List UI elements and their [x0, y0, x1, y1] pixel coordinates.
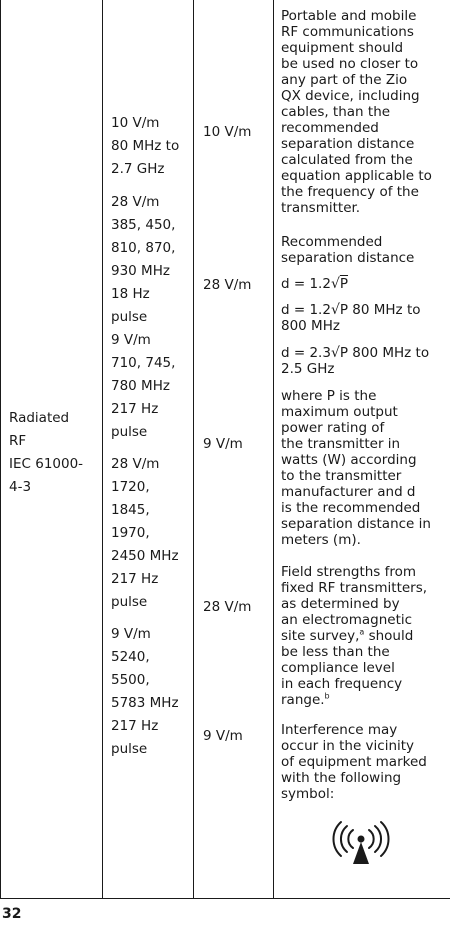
cell-line: 780 MHz: [111, 378, 170, 394]
cell-line: in each frequency: [281, 676, 403, 692]
cell-line: 1970,: [111, 525, 150, 541]
column-divider: [193, 0, 194, 898]
cell-line: separation distance: [281, 250, 415, 266]
cell-line: should: [364, 628, 414, 644]
cell-line: 28 V/m: [111, 194, 160, 210]
cell-line: with the following: [281, 770, 402, 786]
cell-line: pulse: [111, 594, 148, 610]
cell-line: calculated from the: [281, 152, 413, 168]
equation-2: [281, 302, 421, 334]
cell-line: as determined by: [281, 596, 400, 612]
cell-line: 2450 MHz: [111, 548, 179, 564]
page-number: 32: [2, 906, 22, 922]
test-level-group-3: [111, 453, 179, 614]
cell-line: 385, 450,: [111, 217, 176, 233]
cell-line: Interference may: [281, 722, 398, 738]
guidance-paragraph-5: [281, 722, 427, 802]
compliance-level: 28 V/m: [203, 599, 252, 615]
footnote-marker: b: [324, 691, 330, 701]
cell-line: 5240,: [111, 649, 150, 665]
cell-line: range.: [281, 692, 325, 708]
cell-line: Portable and mobile: [281, 8, 417, 24]
cell-line: 217 Hz: [111, 718, 159, 734]
sqrt-symbol: √: [330, 345, 340, 361]
cell-line: 28 V/m: [111, 456, 160, 472]
cell-line: any part of the Zio: [281, 72, 408, 88]
footnote-marker: a: [359, 627, 365, 637]
cell-line: transmitter.: [281, 200, 361, 216]
cell-line: separation distance in: [281, 516, 431, 532]
cell-line: IEC 61000-: [9, 456, 84, 472]
cell-line: pulse: [111, 424, 148, 440]
equation-text: P: [339, 276, 349, 292]
cell-line: 80 MHz to: [111, 138, 180, 154]
cell-line: 9 V/m: [111, 332, 151, 348]
sqrt-symbol: √: [330, 276, 340, 292]
test-level-group-4: [111, 623, 179, 761]
equation-text: P 80 MHz to: [339, 302, 421, 318]
guidance-paragraph-3: [281, 388, 431, 548]
equation-text: 2.5 GHz: [281, 361, 335, 377]
cell-line: 1720,: [111, 479, 150, 495]
equation-3: [281, 345, 429, 377]
cell-line: be less than the: [281, 644, 390, 660]
cell-line: 9 V/m: [111, 626, 151, 642]
cell-line: be used no closer to: [281, 56, 419, 72]
cell-line: QX device, including: [281, 88, 420, 104]
cell-line: to the transmitter: [281, 468, 402, 484]
test-level-group-1: [111, 112, 179, 181]
cell-line: maximum output: [281, 404, 398, 420]
cell-line: Radiated: [9, 410, 70, 426]
cell-line: RF communications: [281, 24, 414, 40]
equation-text: 800 MHz: [281, 318, 340, 334]
column-divider: [102, 0, 103, 898]
cell-line: 5783 MHz: [111, 695, 179, 711]
cell-line: 810, 870,: [111, 240, 176, 256]
cell-line: separation distance: [281, 136, 415, 152]
equation-text: d = 1.2: [281, 276, 331, 292]
cell-line: manufacturer and d: [281, 484, 416, 500]
cell-line: where P is the: [281, 388, 377, 404]
cell-line: RF: [9, 433, 27, 449]
cell-line: 217 Hz: [111, 571, 159, 587]
cell-line: 10 V/m: [111, 115, 160, 131]
cell-line: 4-3: [9, 479, 32, 495]
cell-line: symbol:: [281, 786, 335, 802]
cell-line: compliance level: [281, 660, 395, 676]
test-level-group-2: [111, 191, 175, 444]
cell-line: Field strengths from: [281, 564, 417, 580]
cell-line: is the recommended: [281, 500, 421, 516]
equation-text: d = 2.3: [281, 345, 331, 361]
test-phenomenon-cell: [9, 407, 83, 499]
cell-line: recommended: [281, 120, 379, 136]
cell-line: Recommended: [281, 234, 383, 250]
cell-line: cables, than the: [281, 104, 391, 120]
cell-line: 5500,: [111, 672, 150, 688]
cell-line: equipment should: [281, 40, 404, 56]
cell-line: fixed RF transmitters,: [281, 580, 428, 596]
equation-1: [281, 276, 348, 292]
cell-line: 930 MHz: [111, 263, 170, 279]
equation-text: P 800 MHz to: [339, 345, 430, 361]
cell-line: 710, 745,: [111, 355, 176, 371]
cell-line: pulse: [111, 741, 148, 757]
cell-line: occur in the vicinity: [281, 738, 415, 754]
cell-line: pulse: [111, 309, 148, 325]
compliance-level: 9 V/m: [203, 436, 243, 452]
cell-line: meters (m).: [281, 532, 361, 548]
cell-line: 217 Hz: [111, 401, 159, 417]
cell-line: 18 Hz: [111, 286, 150, 302]
compliance-level: 10 V/m: [203, 124, 252, 140]
compliance-level: 9 V/m: [203, 728, 243, 744]
cell-line: the frequency of the: [281, 184, 419, 200]
cell-line: watts (W) according: [281, 452, 417, 468]
equation-text: d = 1.2: [281, 302, 331, 318]
cell-line: an electromagnetic: [281, 612, 413, 628]
cell-line: power rating of: [281, 420, 385, 436]
guidance-paragraph-1: [281, 8, 432, 216]
cell-line: of equipment marked: [281, 754, 427, 770]
non-ionizing-radiation-icon: [331, 818, 391, 870]
cell-line: site survey,: [281, 628, 360, 644]
guidance-paragraph-4: [281, 564, 427, 708]
column-divider: [273, 0, 274, 898]
compliance-level: 28 V/m: [203, 277, 252, 293]
guidance-paragraph-2: [281, 234, 414, 266]
cell-line: equation applicable to: [281, 168, 432, 184]
cell-line: 1845,: [111, 502, 150, 518]
cell-line: the transmitter in: [281, 436, 401, 452]
sqrt-symbol: √: [330, 302, 340, 318]
cell-line: 2.7 GHz: [111, 161, 165, 177]
